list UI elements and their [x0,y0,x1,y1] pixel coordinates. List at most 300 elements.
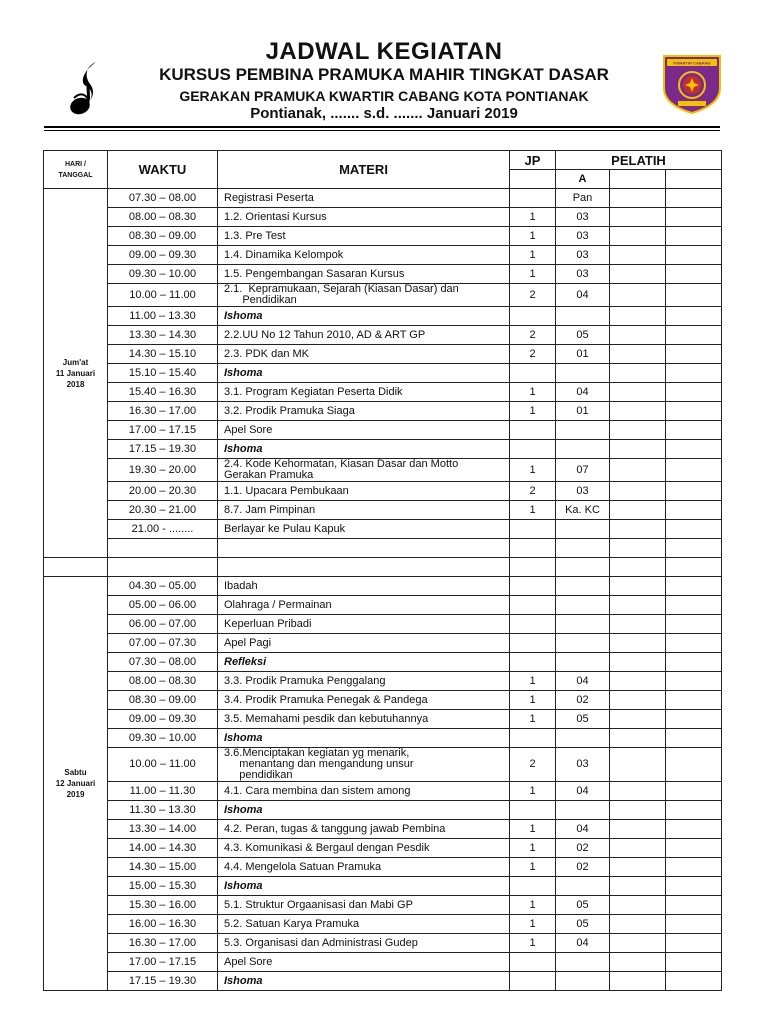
pelatih-empty-cell [666,284,722,307]
jp-cell [510,421,556,440]
pelatih-empty-cell [610,953,666,972]
pelatih-empty-cell [666,877,722,896]
pelatih-a-cell: 03 [556,265,610,284]
jp-cell [510,972,556,991]
table-row [44,459,722,482]
time-cell: 08.00 – 08.30 [108,208,218,227]
materi-cell: Keperluan Pribadi [218,615,510,634]
pelatih-a-cell: Pan [556,189,610,208]
pelatih-a-cell: 03 [556,208,610,227]
pelatih-empty-cell [666,972,722,991]
pelatih-empty-cell [666,345,722,364]
column-header-pelatih: PELATIH [556,151,722,170]
pelatih-a-cell [556,577,610,596]
materi-cell: 2.4. Kode Kehormatan, Kiasan Dasar dan Motto Gerakan Pramuka [218,459,510,482]
materi-cell: 3.6.Menciptakan kegiatan yg menarik, menantang dan mengandung unsur pendidikan [218,748,510,782]
jp-cell [510,953,556,972]
table-row [44,877,722,896]
materi-cell: 1.4. Dinamika Kelompok [218,246,510,265]
empty-cell [44,558,108,577]
pelatih-empty-cell [610,748,666,782]
table-row [44,265,722,284]
time-cell: 16.00 – 16.30 [108,915,218,934]
pelatih-empty-cell [666,265,722,284]
table-row [44,896,722,915]
pelatih-empty-cell [666,801,722,820]
materi-cell: 4.1. Cara membina dan sistem among [218,782,510,801]
document-title: JADWAL KEGIATAN [265,38,503,65]
pelatih-empty-cell [610,326,666,345]
pelatih-empty-cell [610,782,666,801]
jp-cell: 1 [510,265,556,284]
table-row [44,915,722,934]
materi-cell: Apel Pagi [218,634,510,653]
pelatih-a-cell: 03 [556,482,610,501]
pelatih-empty-cell [610,801,666,820]
jp-cell: 1 [510,691,556,710]
pelatih-empty-cell [666,820,722,839]
pelatih-empty-cell [610,345,666,364]
pelatih-empty-cell [666,896,722,915]
materi-cell: 2.1. Kepramukaan, Sejarah (Kiasan Dasar) dan Pendidikan [218,284,510,307]
pelatih-empty-cell [610,634,666,653]
materi-cell: 5.1. Struktur Orgaanisasi dan Mabi GP [218,896,510,915]
pelatih-empty-cell [666,915,722,934]
materi-cell: Ishoma [218,307,510,326]
time-cell: 07.30 – 08.00 [108,189,218,208]
pelatih-empty-cell [610,459,666,482]
table-row [44,782,722,801]
pelatih-empty-cell [610,208,666,227]
materi-cell: 4.3. Komunikasi & Bergaul dengan Pesdik [218,839,510,858]
pelatih-empty-cell [666,634,722,653]
jp-cell: 1 [510,710,556,729]
time-cell: 17.15 – 19.30 [108,440,218,459]
pelatih-a-cell: 04 [556,934,610,953]
materi-cell: 3.2. Prodik Pramuka Siaga [218,402,510,421]
time-cell: 09.30 – 10.00 [108,729,218,748]
pelatih-empty-cell [666,421,722,440]
column-header-hari: HARI / TANGGAL [44,151,108,189]
table-row [44,482,722,501]
time-cell: 19.30 – 20.00 [108,459,218,482]
course-name: KURSUS PEMBINA PRAMUKA MAHIR TINGKAT DASAR [159,65,609,84]
table-row [44,748,722,782]
table-row [44,520,722,539]
pelatih-a-cell: 02 [556,691,610,710]
pelatih-empty-cell [666,710,722,729]
materi-cell: 1.2. Orientasi Kursus [218,208,510,227]
empty-cell [108,539,218,558]
empty-cell [666,558,722,577]
table-row [44,364,722,383]
pelatih-empty-cell [610,577,666,596]
pelatih-a-cell: 05 [556,710,610,729]
jp-cell: 2 [510,284,556,307]
time-cell: 13.30 – 14.30 [108,326,218,345]
pelatih-empty-cell [610,421,666,440]
empty-cell [610,558,666,577]
time-cell: 07.30 – 08.00 [108,653,218,672]
column-header-jp-blank [510,170,556,189]
empty-cell [556,558,610,577]
table-row [44,858,722,877]
table-row [44,577,722,596]
column-header-a: A [556,170,610,189]
pelatih-a-cell: 02 [556,839,610,858]
pelatih-empty-cell [610,482,666,501]
jp-cell: 1 [510,383,556,402]
jp-cell [510,577,556,596]
materi-cell: 2.3. PDK dan MK [218,345,510,364]
jp-cell: 1 [510,896,556,915]
pelatih-a-cell [556,615,610,634]
time-cell: 07.00 – 07.30 [108,634,218,653]
materi-cell: 1.1. Upacara Pembukaan [218,482,510,501]
column-header-b-blank [610,170,666,189]
jp-cell: 1 [510,459,556,482]
jp-cell: 1 [510,227,556,246]
document-header [0,0,768,130]
table-row [44,672,722,691]
time-cell: 08.30 – 09.00 [108,227,218,246]
materi-cell: 2.2.UU No 12 Tahun 2010, AD & ART GP [218,326,510,345]
materi-cell: Olahraga / Permainan [218,596,510,615]
pelatih-empty-cell [610,615,666,634]
column-header-jp: JP [510,151,556,170]
pelatih-a-cell: 04 [556,383,610,402]
pelatih-empty-cell [610,265,666,284]
time-cell: 14.00 – 14.30 [108,839,218,858]
empty-cell [510,539,556,558]
materi-cell: Berlayar ke Pulau Kapuk [218,520,510,539]
jp-cell: 1 [510,402,556,421]
jp-cell: 1 [510,672,556,691]
pelatih-a-cell: 05 [556,915,610,934]
time-cell: 17.15 – 19.30 [108,972,218,991]
pelatih-a-cell [556,596,610,615]
table-row [44,208,722,227]
jp-cell: 2 [510,326,556,345]
jp-cell [510,634,556,653]
time-cell: 15.40 – 16.30 [108,383,218,402]
table-row [44,653,722,672]
time-cell: 11.00 – 13.30 [108,307,218,326]
empty-cell [556,539,610,558]
table-row [44,839,722,858]
empty-cell [218,539,510,558]
jp-cell: 2 [510,482,556,501]
day-label: Jum'at 11 Januari 2018 [44,189,108,558]
table-row [44,440,722,459]
column-header-materi: MATERI [218,151,510,189]
pelatih-empty-cell [666,482,722,501]
pelatih-a-cell: 04 [556,782,610,801]
jp-cell [510,729,556,748]
pelatih-empty-cell [610,877,666,896]
pelatih-empty-cell [610,383,666,402]
jp-cell [510,615,556,634]
jp-cell [510,189,556,208]
table-row [44,284,722,307]
pelatih-empty-cell [610,227,666,246]
pelatih-empty-cell [666,189,722,208]
materi-cell: 3.4. Prodik Pramuka Penegak & Pandega [218,691,510,710]
pelatih-empty-cell [666,364,722,383]
pelatih-empty-cell [666,402,722,421]
pelatih-empty-cell [610,839,666,858]
materi-cell: Apel Sore [218,953,510,972]
pelatih-empty-cell [610,189,666,208]
pelatih-a-cell: 07 [556,459,610,482]
pelatih-empty-cell [610,729,666,748]
jp-cell: 1 [510,782,556,801]
jp-cell [510,877,556,896]
time-cell: 14.30 – 15.00 [108,858,218,877]
pelatih-a-cell [556,364,610,383]
pelatih-empty-cell [666,459,722,482]
table-row [44,421,722,440]
materi-cell: Ishoma [218,972,510,991]
pelatih-a-cell [556,421,610,440]
materi-cell: 5.3. Organisasi dan Administrasi Gudep [218,934,510,953]
header-rule-thin [44,130,720,131]
pelatih-a-cell: 02 [556,858,610,877]
column-header-waktu: WAKTU [108,151,218,189]
materi-cell: 5.2. Satuan Karya Pramuka [218,915,510,934]
pelatih-a-cell [556,440,610,459]
header-rule [44,126,720,128]
day1-schedule [44,189,722,577]
pelatih-empty-cell [666,383,722,402]
pelatih-empty-cell [666,953,722,972]
pelatih-empty-cell [666,326,722,345]
jp-cell [510,364,556,383]
pelatih-empty-cell [610,820,666,839]
pelatih-a-cell [556,953,610,972]
pelatih-empty-cell [666,246,722,265]
pelatih-empty-cell [610,858,666,877]
time-cell: 06.00 – 07.00 [108,615,218,634]
jp-cell [510,653,556,672]
pelatih-empty-cell [666,858,722,877]
pelatih-empty-cell [666,653,722,672]
table-row [44,729,722,748]
time-cell: 20.00 – 20.30 [108,482,218,501]
pelatih-a-cell: 01 [556,345,610,364]
time-cell: 09.00 – 09.30 [108,246,218,265]
pelatih-a-cell [556,801,610,820]
time-cell: 10.00 – 11.00 [108,284,218,307]
empty-cell [218,558,510,577]
place-date: Pontianak, ....... s.d. ....... Januari 2019 [250,105,518,122]
jp-cell [510,440,556,459]
time-cell: 11.30 – 13.30 [108,801,218,820]
pelatih-empty-cell [610,284,666,307]
pelatih-empty-cell [610,915,666,934]
table-row [44,953,722,972]
pelatih-a-cell: 04 [556,820,610,839]
jp-cell [510,307,556,326]
materi-cell: Refleksi [218,653,510,672]
pelatih-empty-cell [666,934,722,953]
materi-cell: 4.2. Peran, tugas & tanggung jawab Pembina [218,820,510,839]
time-cell: 10.00 – 11.00 [108,748,218,782]
time-cell: 09.00 – 09.30 [108,710,218,729]
pelatih-empty-cell [666,208,722,227]
jp-cell: 1 [510,934,556,953]
materi-cell: 8.7. Jam Pimpinan [218,501,510,520]
organization-name: GERAKAN PRAMUKA KWARTIR CABANG KOTA PONTIANAK [179,88,589,104]
jp-cell: 1 [510,501,556,520]
pelatih-empty-cell [610,596,666,615]
time-cell: 09.30 – 10.00 [108,265,218,284]
pelatih-empty-cell [666,615,722,634]
pelatih-empty-cell [610,934,666,953]
pelatih-a-cell: Ka. KC [556,501,610,520]
pelatih-empty-cell [666,577,722,596]
pelatih-a-cell [556,307,610,326]
pelatih-empty-cell [610,710,666,729]
time-cell: 08.00 – 08.30 [108,672,218,691]
pelatih-a-cell: 04 [556,672,610,691]
pelatih-empty-cell [610,364,666,383]
time-cell: 17.00 – 17.15 [108,953,218,972]
table-row [44,972,722,991]
pelatih-a-cell [556,877,610,896]
time-cell: 14.30 – 15.10 [108,345,218,364]
time-cell: 11.00 – 11.30 [108,782,218,801]
pelatih-empty-cell [610,402,666,421]
table-row [44,402,722,421]
jp-cell: 1 [510,820,556,839]
table-row [44,801,722,820]
materi-cell: Ishoma [218,364,510,383]
time-cell: 13.30 – 14.00 [108,820,218,839]
materi-cell: Registrasi Peserta [218,189,510,208]
materi-cell: Apel Sore [218,421,510,440]
pelatih-empty-cell [610,246,666,265]
table-row [44,934,722,953]
time-cell: 20.30 – 21.00 [108,501,218,520]
materi-cell: Ishoma [218,729,510,748]
table-row [44,383,722,402]
pelatih-a-cell [556,520,610,539]
pelatih-empty-cell [666,227,722,246]
materi-cell: Ishoma [218,877,510,896]
jp-cell: 2 [510,345,556,364]
pelatih-empty-cell [666,596,722,615]
materi-cell: 3.3. Prodik Pramuka Penggalang [218,672,510,691]
jp-cell: 2 [510,748,556,782]
day-label: Sabtu 12 Januari 2019 [44,577,108,991]
time-cell: 15.00 – 15.30 [108,877,218,896]
time-cell: 17.00 – 17.15 [108,421,218,440]
jp-cell [510,596,556,615]
pelatih-a-cell [556,972,610,991]
jp-cell [510,801,556,820]
materi-cell: 3.5. Memahami pesdik dan kebutuhannya [218,710,510,729]
pelatih-a-cell: 03 [556,227,610,246]
pelatih-a-cell: 03 [556,748,610,782]
materi-cell: 3.1. Program Kegiatan Peserta Didik [218,383,510,402]
pelatih-empty-cell [610,972,666,991]
pelatih-empty-cell [666,440,722,459]
pelatih-a-cell [556,729,610,748]
table-row [44,501,722,520]
pelatih-a-cell: 03 [556,246,610,265]
table-header-row [44,151,722,170]
time-cell: 21.00 - ........ [108,520,218,539]
pelatih-empty-cell [666,729,722,748]
empty-cell [108,558,218,577]
empty-cell [666,539,722,558]
jp-cell: 1 [510,915,556,934]
materi-cell: 4.4. Mengelola Satuan Pramuka [218,858,510,877]
materi-cell: Ishoma [218,440,510,459]
jp-cell: 1 [510,839,556,858]
table-row [44,820,722,839]
table-row [44,189,722,208]
jp-cell: 1 [510,208,556,227]
pelatih-empty-cell [666,672,722,691]
materi-cell: 1.3. Pre Test [218,227,510,246]
jp-cell [510,520,556,539]
pelatih-a-cell: 01 [556,402,610,421]
pelatih-a-cell: 05 [556,896,610,915]
schedule-table [43,150,722,991]
pelatih-empty-cell [610,520,666,539]
table-row [44,710,722,729]
svg-text:KWARTIR CABANG: KWARTIR CABANG [673,60,711,66]
pelatih-empty-cell [610,440,666,459]
materi-cell: Ibadah [218,577,510,596]
blank-row [44,539,722,558]
table-row [44,326,722,345]
column-header-c-blank [666,170,722,189]
materi-cell: 1.5. Pengembangan Sasaran Kursus [218,265,510,284]
pelatih-empty-cell [666,839,722,858]
pelatih-a-cell [556,634,610,653]
table-row [44,596,722,615]
jp-cell: 1 [510,858,556,877]
pelatih-empty-cell [666,748,722,782]
pelatih-empty-cell [610,896,666,915]
pelatih-a-cell: 05 [556,326,610,345]
time-cell: 08.30 – 09.00 [108,691,218,710]
table-row [44,615,722,634]
pelatih-empty-cell [666,520,722,539]
pelatih-a-cell [556,653,610,672]
table-row [44,227,722,246]
table-row [44,307,722,326]
jp-cell: 1 [510,246,556,265]
time-cell: 15.10 – 15.40 [108,364,218,383]
table-row [44,246,722,265]
table-row [44,634,722,653]
empty-cell [610,539,666,558]
pelatih-a-cell: 04 [556,284,610,307]
pelatih-empty-cell [610,501,666,520]
time-cell: 15.30 – 16.00 [108,896,218,915]
materi-cell: Ishoma [218,801,510,820]
separator-row [44,558,722,577]
table-row [44,345,722,364]
pelatih-empty-cell [666,501,722,520]
time-cell: 05.00 – 06.00 [108,596,218,615]
pelatih-empty-cell [610,691,666,710]
table-row [44,691,722,710]
